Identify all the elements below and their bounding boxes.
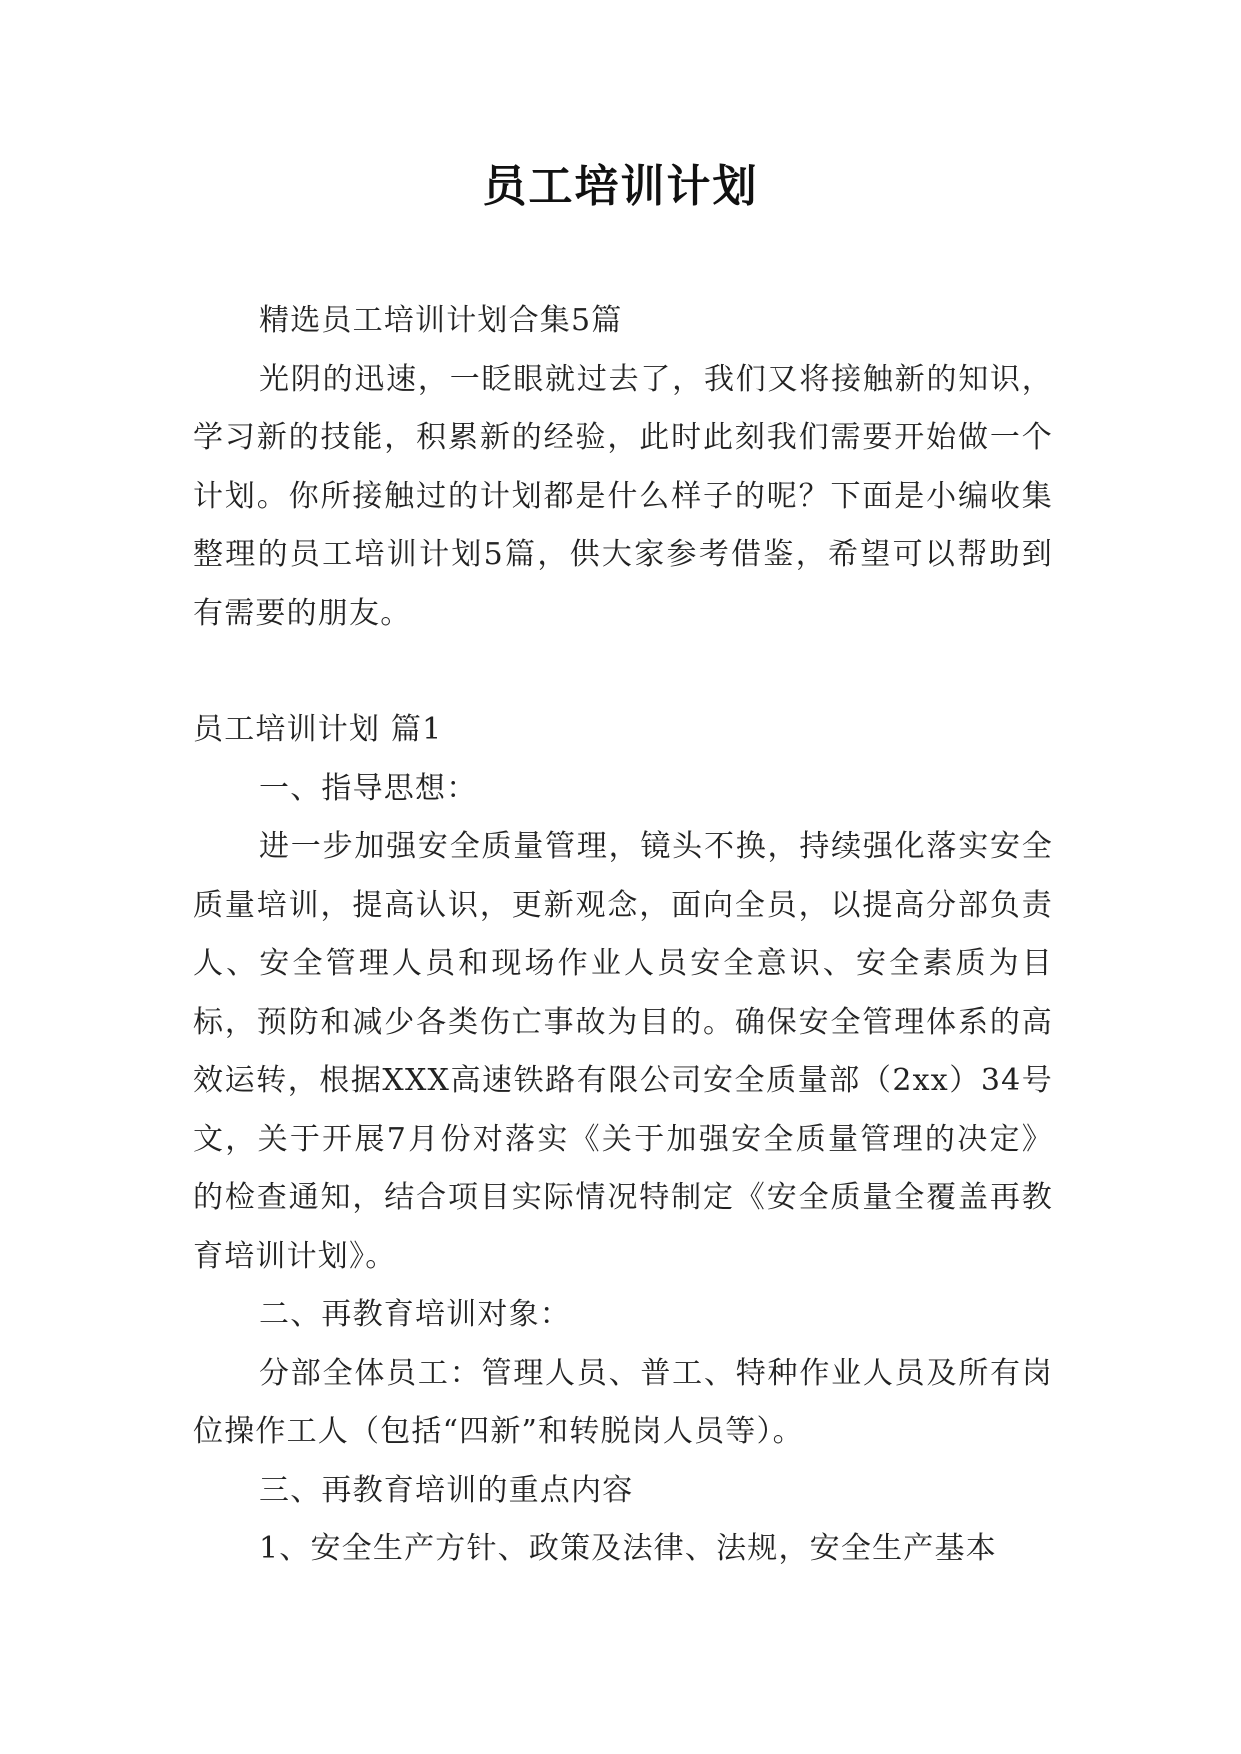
guiding-ideology-heading: 一、指导思想： <box>259 770 478 806</box>
intro-subtitle: 精选员工培训计划合集5篇 <box>259 303 623 338</box>
document-body <box>193 292 1053 1579</box>
intro-paragraph: 光阴的迅速，一眨眼就过去了，我们又将接触新的知识，学习新的技能，积累新的经验，此时此刻我们需要开始做一个计划。你所接触过的计划都是什么样子的呢？下面是小编收集整理的员工培训计划5篇，供大家参考借鉴，希望可以帮助到有需要的朋友。 <box>193 361 1053 631</box>
section-heading: 员工培训计划 篇1 <box>193 712 443 747</box>
training-target-paragraph: 分部全体员工：管理人员、普工、特种作业人员及所有岗位操作工人（包括“四新”和转脱岗人员等）。 <box>193 1355 1053 1449</box>
key-content-item-1: 1、安全生产方针、政策及法律、法规，安全生产基本 <box>259 1531 997 1566</box>
guiding-ideology-paragraph: 进一步加强安全质量管理，镜头不换，持续强化落实安全质量培训，提高认识，更新观念，面向全员，以提高分部负责人、安全管理人员和现场作业人员安全意识、安全素质为目标，预防和减少各类伤亡事故为目的。确保安全管理体系的高效运转，根据XXX高速铁路有限公司安全质量部（2xx）34号文，关于开展7月份对落实《关于加强安全质量管理的决定》的检查通知，结合项目实际情况特制定《安全质量全覆盖再教育培训计划》。 <box>193 829 1053 1274</box>
training-target-heading: 二、再教育培训对象： <box>259 1297 571 1332</box>
section-spacer <box>193 643 1053 701</box>
document-title: 员工培训计划 <box>482 161 759 212</box>
key-content-heading: 三、再教育培训的重点内容 <box>259 1472 634 1508</box>
